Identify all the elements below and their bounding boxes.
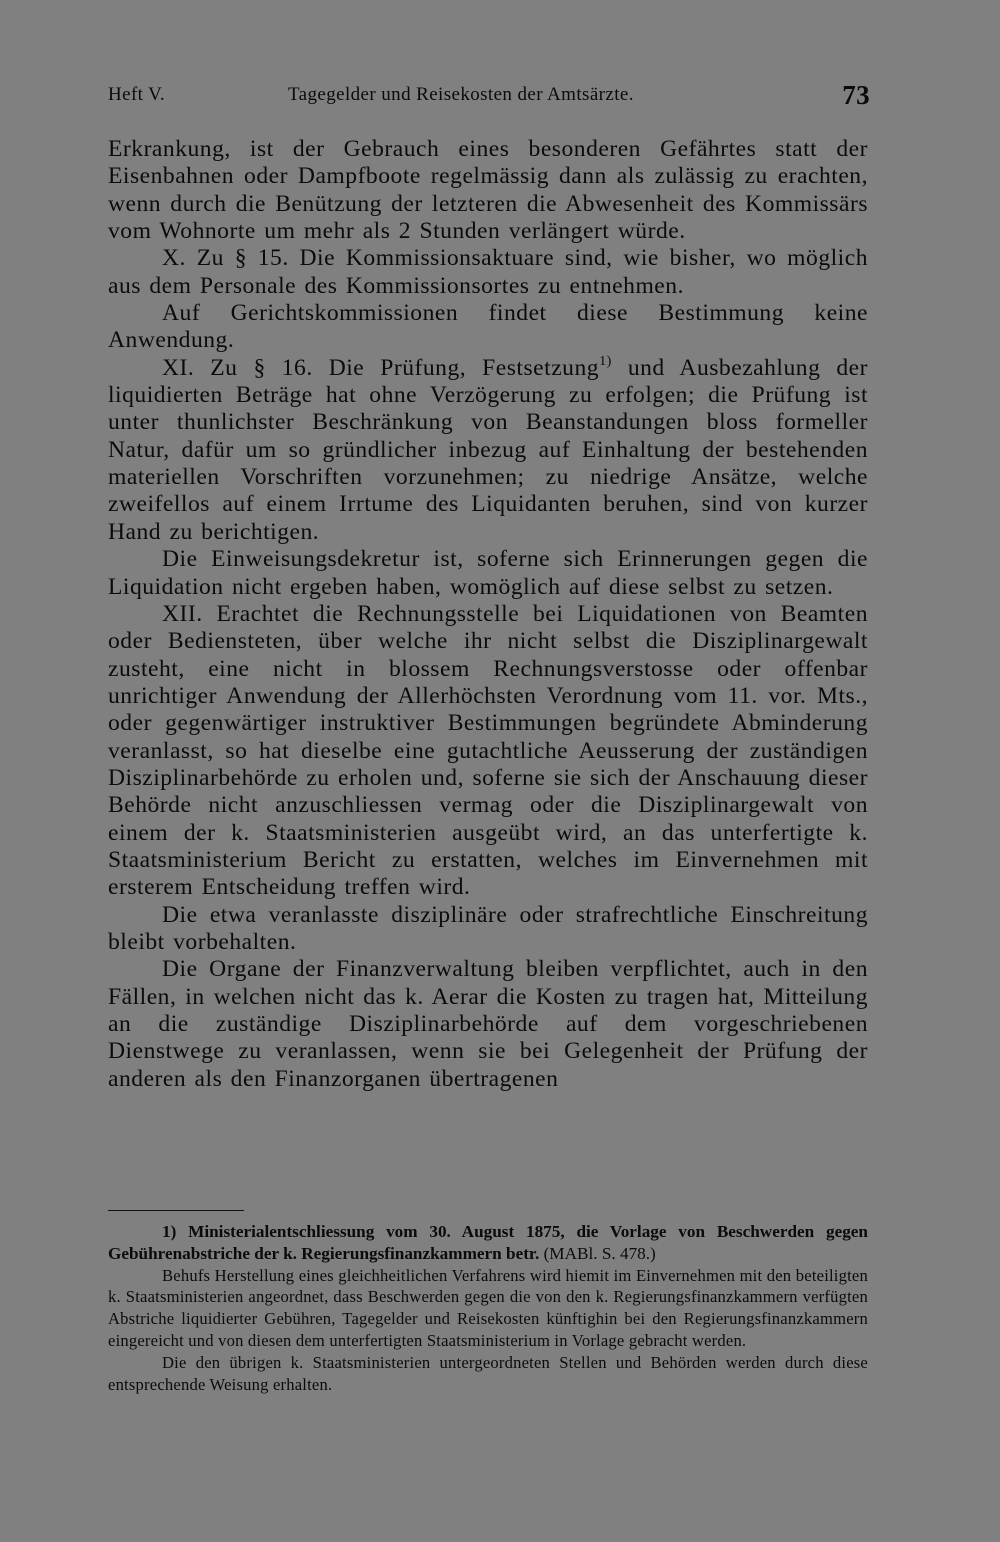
- paragraph-continuation: Erkrankung, ist der Gebrauch eines besonderen Gefährtes statt der Eisenbahnen oder Dampfboote regelmässig dann als zulässig zu erachten, wenn durch die Benützung der letzteren die Abwesenheit des Kommissärs vom Wohnorte um mehr als 2 Stunden verlängert würde.: [108, 136, 868, 245]
- paragraph-dekretur: Die Einweisungsdekretur ist, soferne sich Erinnerungen gegen die Liquidation nicht ergeben haben, womöglich auf diese selbst zu setzen.: [108, 546, 868, 600]
- footnote-heading: [108, 1221, 868, 1265]
- paragraph-section-xii: XII. Erachtet die Rechnungsstelle bei Liquidationen von Beamten oder Bediensteten, über welche ihr nicht selbst die Disziplinargewalt zusteht, eine nicht in blossem Rechnungsverstosse oder offenbar unrichtiger Anwendung der Allerhöchsten Verordnung vom 11. vor. Mts., oder gegenwärtiger instruktiver Bestimmungen begründete Abminderung veranlasst, so hat dieselbe eine gutachtliche Aeusserung der zuständigen Disziplinarbehörde zu erholen und, soferne sie sich der Anschauung dieser Behörde nicht anzuschliessen vermag oder die Disziplinargewalt von einem der k. Staatsministerien ausgeübt wird, an das unterfertigte k. Staatsministerium Bericht zu erstatten, welches im Einvernehmen mit ersterem Entscheidung treffen wird.: [108, 600, 868, 901]
- paragraph-finance-organs: Die Organe der Finanzverwaltung bleiben verpflichtet, auch in den Fällen, in welchen nicht das k. Aerar die Kosten zu tragen hat, Mitteilung an die zuständige Disziplinarbehörde auf dem vorgeschriebenen Dienstwege zu veranlassen, wenn sie bei Gelegenheit der Prüfung der anderen als den Finanzorganen übertragenen: [108, 956, 868, 1092]
- footnote: [108, 1221, 868, 1395]
- issue-label: Heft V.: [108, 84, 165, 105]
- paragraph-section-xi: [108, 352, 868, 546]
- page-number: 73: [842, 80, 870, 110]
- paragraph-disciplinary: Die etwa veranlasste disziplinäre oder strafrechtliche Einschreitung bleibt vorbehalten.: [108, 901, 868, 955]
- footnote-marker: 1): [162, 1222, 177, 1241]
- paragraph-court-commissions: Auf Gerichtskommissionen findet diese Bestimmung keine Anwendung.: [108, 300, 868, 354]
- footnote-paragraph-final: Die den übrigen k. Staatsministerien untergeordneten Stellen und Behörden werden durch diese entsprechende Weisung erhalten.: [108, 1352, 868, 1394]
- section-xi-text-start: XI. Zu § 16. Die Prüfung, Festsetzung: [162, 354, 600, 381]
- paragraph-section-x: X. Zu § 15. Die Kommissionsaktuare sind, wie bisher, wo möglich aus dem Personale des Kommissionsortes zu entnehmen.: [108, 245, 868, 299]
- running-head: [108, 80, 868, 112]
- footnote-reference: 1): [599, 352, 612, 369]
- footnote-paragraph: Behufs Herstellung eines gleichheitlichen Verfahrens wird hiemit im Einvernehmen mit den beteiligten k. Staatsministerien angeordnet, dass Beschwerden gegen die von den k. Regierungsfinanzkammern verfügten Abstriche liquidierter Gebühren, Tagegelder und Reisekosten künftighin bei den Regierungsfinanzkammern eingereicht und von diesen dem unterfertigten Staatsministerium in Vorlage gebracht werden.: [108, 1265, 868, 1350]
- running-title: Tagegelder und Reisekosten der Amtsärzte.: [288, 84, 634, 105]
- footnote-title: Ministerialentschliessung vom 30. August 1875, die Vorlage von Beschwerden gegen Gebührenabstriche der k. Regierungsfinanzkammern betr.: [108, 1222, 868, 1263]
- footnote-divider: [108, 1210, 244, 1211]
- body-text: [108, 136, 868, 1093]
- footnote-reference-source: (MABl. S. 478.): [539, 1243, 656, 1263]
- section-xi-text-end: und Ausbezahlung der liquidierten Beträge hat ohne Verzögerung zu erfolgen; die Prüfung ist unter thunlichster Beschränkung von Beanstandungen bloss formeller Natur, dafür um so gründlicher inbezug auf Einhaltung der bestehenden materiellen Vorschriften vorzunehmen; zu niedrige Ansätze, welche zweifellos auf einem Irrtume des Liquidanten beruhen, sind von kurzer Hand zu berichtigen.: [108, 354, 868, 545]
